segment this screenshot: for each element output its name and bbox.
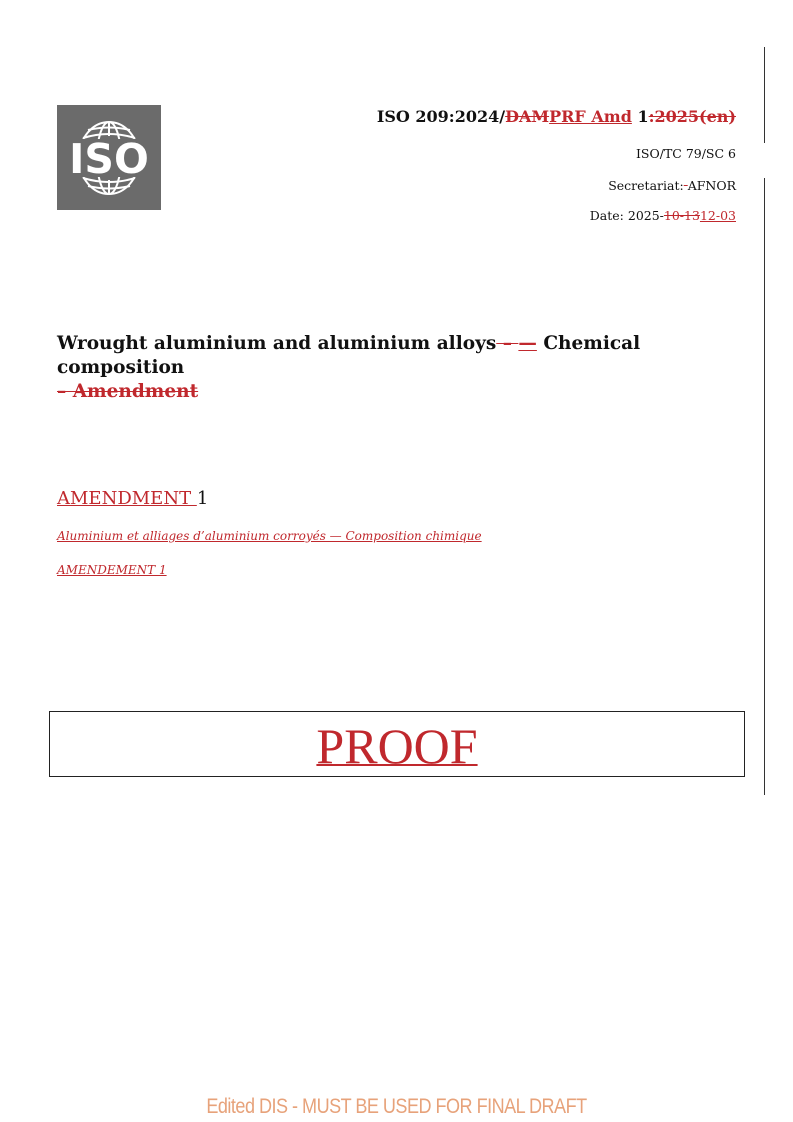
- date-inserted: 12-03: [699, 208, 736, 223]
- proof-text: PROOF: [316, 718, 478, 774]
- title-deleted-dash: –: [496, 333, 519, 354]
- secretariat-value: AFNOR: [687, 178, 736, 193]
- ref-number: 1: [637, 107, 649, 126]
- french-title: Aluminium et alliages d’aluminium corroyés — Composition chimique: [57, 529, 482, 543]
- document-title: [57, 332, 747, 404]
- ref-deleted-suffix: :2025(en): [648, 107, 736, 126]
- globe-icon: [57, 105, 161, 210]
- secretariat-label: Secretariat:: [608, 178, 684, 193]
- title-part-1: Wrought aluminium and aluminium alloys: [57, 333, 497, 354]
- committee-line: ISO/TC 79/SC 6: [635, 146, 736, 161]
- title-part-2: Chemical composition: [57, 333, 641, 378]
- date-line: [590, 208, 736, 223]
- secretariat-line: [608, 178, 736, 193]
- iso-logo: [57, 105, 161, 210]
- footer-watermark: Edited DIS - MUST BE USED FOR FINAL DRAFT: [206, 1095, 587, 1118]
- proof-stamp: [49, 711, 745, 777]
- change-bar: [764, 178, 765, 795]
- amendment-label: AMENDMENT: [57, 488, 197, 509]
- amendment-heading: [57, 488, 208, 509]
- date-deleted: 10-13: [663, 208, 700, 223]
- title-deleted-tail: – Amendment: [57, 381, 199, 402]
- change-bar: [764, 47, 765, 143]
- french-amendment: AMENDEMENT 1: [57, 563, 167, 577]
- date-label: Date: 2025-: [589, 208, 664, 223]
- title-inserted-dash: —: [518, 333, 537, 354]
- ref-base: ISO 209:2024/: [376, 107, 506, 126]
- ref-deleted-prefix: DAM: [505, 107, 550, 126]
- amendment-number: 1: [196, 488, 209, 509]
- document-reference: [377, 107, 736, 126]
- logo-text: ISO: [69, 135, 149, 183]
- ref-inserted: PRF Amd: [549, 107, 632, 126]
